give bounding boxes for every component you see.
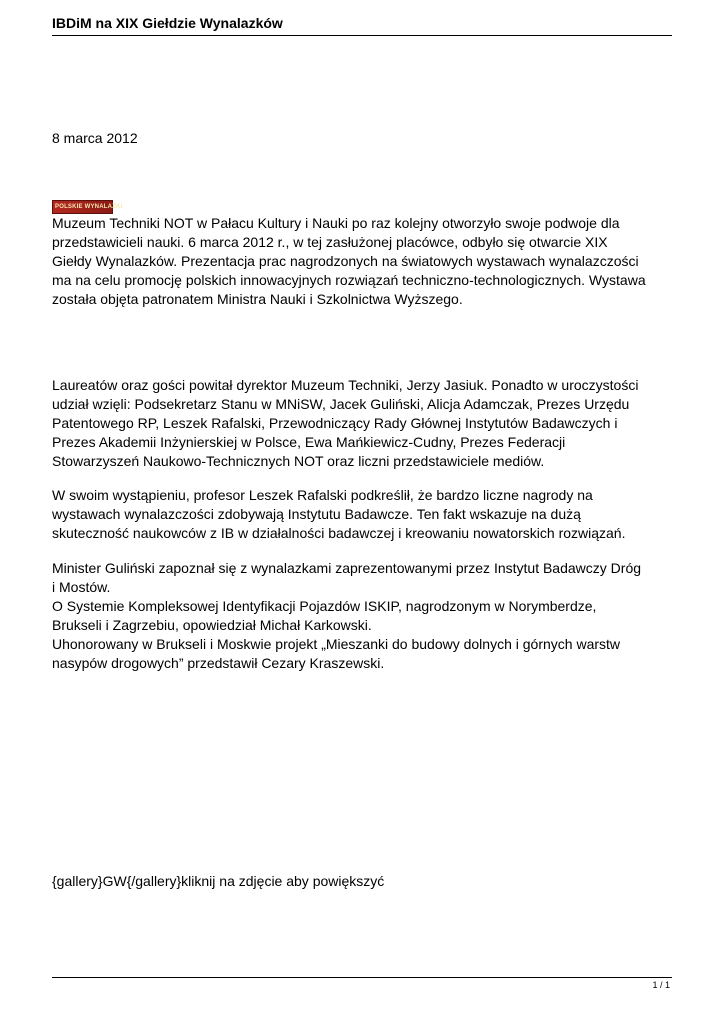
text-line: nasypów drogowych” przedstawił Cezary Kraszewski.	[52, 655, 385, 671]
page-number: 1 / 1	[652, 980, 670, 990]
polskie-wynalazki-logo	[52, 200, 123, 214]
article-date: 8 marca 2012	[52, 130, 138, 146]
text-line: Giełdy Wynalazków. Prezentacja prac nagrodzonych na światowych wystawach wynalazczości	[52, 253, 639, 269]
text-line: Muzeum Techniki NOT w Pałacu Kultury i Nauki po raz kolejny otworzyło swoje podwoje dla	[52, 215, 620, 231]
text-line: skuteczność naukowców z IB w działalności badawczej i kreowaniu nowatorskich rozwiązań.	[52, 525, 626, 541]
paragraph-intro	[52, 214, 677, 309]
text-line: Minister Guliński zapoznał się z wynalazkami zaprezentowanymi przez Instytut Badawczy Dróg	[52, 560, 642, 576]
paragraph-minister	[52, 559, 677, 673]
paragraph-speech	[52, 486, 677, 543]
text-line: Patentowego RP, Leszek Rafalski, Przewodniczący Rady Głównej Instytutów Badawczych i	[52, 415, 618, 431]
text-line: Laureatów oraz gości powitał dyrektor Muzeum Techniki, Jerzy Jasiuk. Ponadto w uroczystości	[52, 377, 639, 393]
text-line: ma na celu promocję polskich innowacyjnych rozwiązań techniczno-technologicznych. Wystawa	[52, 272, 646, 288]
text-line: wystawach wynalazczości zdobywają Instytutu Badawcze. Ten fakt wskazuje na dużą	[52, 506, 581, 522]
header-divider	[52, 35, 672, 36]
text-line: Brukseli i Zagrzebiu, opowiedział Michał Karkowski.	[52, 617, 372, 633]
text-line: Prezes Akademii Inżynierskiej w Polsce, Ewa Mańkiewicz-Cudny, Prezes Federacji	[52, 434, 566, 450]
text-line: została objęta patronatem Ministra Nauki i Szkolnictwa Wyższego.	[52, 291, 463, 307]
text-line: Stowarzyszeń Naukowo-Technicznych NOT oraz liczni przedstawiciele mediów.	[52, 453, 545, 469]
gallery-note	[52, 872, 677, 891]
footer-divider	[52, 977, 672, 978]
text-line: {gallery}GW{/gallery}kliknij na zdjęcie aby powiększyć	[52, 873, 385, 889]
document-title: IBDiM na XIX Giełdzie Wynalazków	[52, 15, 283, 31]
text-line: Uhonorowany w Brukseli i Moskwie projekt „Mieszanki do budowy dolnych i górnych warstw	[52, 636, 621, 652]
logo-text: POLSKIE WYNALAZKI	[55, 204, 123, 210]
text-line: udział wzięli: Podsekretarz Stanu w MNiSW, Jacek Guliński, Alicja Adamczak, Prezes Urzędu	[52, 396, 630, 412]
text-line: przedstawicieli nauki. 6 marca 2012 r., w tej zasłużonej placówce, odbyło się otwarcie XIX	[52, 234, 608, 250]
text-line: i Mostów.	[52, 579, 111, 595]
paragraph-guests	[52, 376, 677, 471]
text-line: W swoim wystąpieniu, profesor Leszek Rafalski podkreślił, że bardzo liczne nagrody na	[52, 487, 593, 503]
text-line: O Systemie Kompleksowej Identyfikacji Pojazdów ISKIP, nagrodzonym w Norymberdze,	[52, 598, 597, 614]
